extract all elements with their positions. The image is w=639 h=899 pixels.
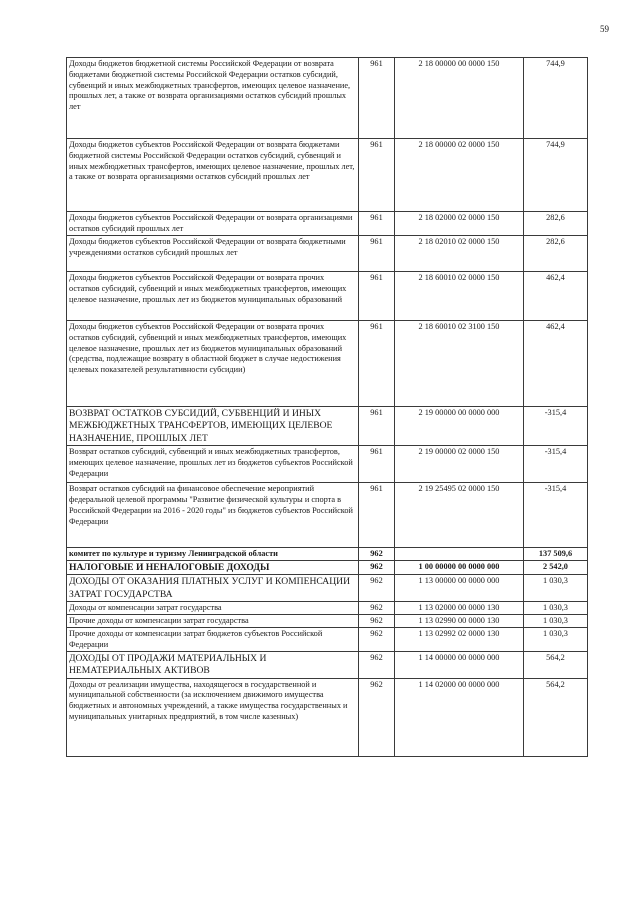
row-budget-code: 1 14 02000 00 0000 000	[395, 678, 524, 756]
row-name: Доходы от реализации имущества, находящегося в государственной и муниципальной собственности (за исключением движимого имущества бюджетных и автономных учреждений, а также имущества государственных и муниципальных унитарных предприятий, в том числе казенных)	[67, 678, 359, 756]
table-row	[67, 321, 588, 407]
row-budget-code: 2 18 00000 00 0000 150	[395, 58, 524, 139]
row-amount: 564,2	[524, 651, 588, 678]
row-budget-code: 2 18 60010 02 0000 150	[395, 272, 524, 321]
page-number: 59	[600, 24, 609, 34]
row-budget-code: 2 18 02000 02 0000 150	[395, 212, 524, 236]
row-name: Возврат остатков субсидий, субвенций и иных межбюджетных трансфертов, имеющих целевое назначение, прошлых лет из бюджетов субъектов Российской Федерации	[67, 446, 359, 483]
table-row	[67, 407, 588, 446]
row-name: Доходы бюджетов субъектов Российской Федерации от возврата прочих остатков субсидий, субвенций и иных межбюджетных трансфертов, имеющих целевое назначение, прошлых лет из бюджетов муниципальных образований	[67, 272, 359, 321]
row-budget-code: 2 19 00000 02 0000 150	[395, 446, 524, 483]
row-amount: 2 542,0	[524, 561, 588, 575]
row-admin-code: 961	[359, 236, 395, 272]
row-admin-code: 961	[359, 272, 395, 321]
row-budget-code: 1 13 00000 00 0000 000	[395, 575, 524, 602]
row-amount: 137 509,6	[524, 548, 588, 561]
row-amount: 282,6	[524, 212, 588, 236]
row-admin-code: 961	[359, 483, 395, 548]
table-row	[67, 236, 588, 272]
row-admin-code: 961	[359, 212, 395, 236]
row-admin-code: 962	[359, 678, 395, 756]
table-row	[67, 602, 588, 615]
row-admin-code: 961	[359, 407, 395, 446]
row-amount: 282,6	[524, 236, 588, 272]
table-row	[67, 483, 588, 548]
row-admin-code: 962	[359, 651, 395, 678]
row-name: ДОХОДЫ ОТ ПРОДАЖИ МАТЕРИАЛЬНЫХ И НЕМАТЕРИАЛЬНЫХ АКТИВОВ	[67, 651, 359, 678]
row-amount: 744,9	[524, 139, 588, 212]
row-name: НАЛОГОВЫЕ И НЕНАЛОГОВЫЕ ДОХОДЫ	[67, 561, 359, 575]
row-admin-code: 961	[359, 321, 395, 407]
row-amount: 744,9	[524, 58, 588, 139]
row-budget-code: 2 19 00000 00 0000 000	[395, 407, 524, 446]
row-budget-code: 1 13 02992 02 0000 130	[395, 627, 524, 651]
row-admin-code: 962	[359, 548, 395, 561]
row-name: Доходы бюджетов субъектов Российской Федерации от возврата бюджетными учреждениями остатков субсидий прошлых лет	[67, 236, 359, 272]
row-admin-code: 962	[359, 561, 395, 575]
row-name: ВОЗВРАТ ОСТАТКОВ СУБСИДИЙ, СУБВЕНЦИЙ И ИНЫХ МЕЖБЮДЖЕТНЫХ ТРАНСФЕРТОВ, ИМЕЮЩИХ ЦЕЛЕВОЕ НАЗНАЧЕНИЕ, ПРОШЛЫХ ЛЕТ	[67, 407, 359, 446]
row-name: Доходы бюджетов субъектов Российской Федерации от возврата организациями остатков субсидий прошлых лет	[67, 212, 359, 236]
row-amount: 1 030,3	[524, 575, 588, 602]
row-budget-code: 1 00 00000 00 0000 000	[395, 561, 524, 575]
row-amount: -315,4	[524, 483, 588, 548]
row-budget-code	[395, 548, 524, 561]
row-admin-code: 961	[359, 446, 395, 483]
table-row	[67, 627, 588, 651]
row-budget-code: 1 14 00000 00 0000 000	[395, 651, 524, 678]
row-budget-code: 1 13 02000 00 0000 130	[395, 602, 524, 615]
row-name: комитет по культуре и туризму Ленинградской области	[67, 548, 359, 561]
table-row	[67, 58, 588, 139]
table-row	[67, 212, 588, 236]
row-admin-code: 961	[359, 139, 395, 212]
row-amount: -315,4	[524, 446, 588, 483]
table-row	[67, 678, 588, 756]
row-admin-code: 961	[359, 58, 395, 139]
row-name: Доходы бюджетов субъектов Российской Федерации от возврата бюджетами бюджетной системы Российской Федерации остатков субсидий, субвенций и иных межбюджетных трансфертов, имеющих целевое назначение, прошлых лет, а также от возврата организациями остатков субсидий прошлых лет	[67, 139, 359, 212]
row-amount: 1 030,3	[524, 615, 588, 628]
table-row	[67, 575, 588, 602]
row-name: Прочие доходы от компенсации затрат бюджетов субъектов Российской Федерации	[67, 627, 359, 651]
row-amount: 462,4	[524, 272, 588, 321]
row-name: ДОХОДЫ ОТ ОКАЗАНИЯ ПЛАТНЫХ УСЛУГ И КОМПЕНСАЦИИ ЗАТРАТ ГОСУДАРСТВА	[67, 575, 359, 602]
row-amount: 462,4	[524, 321, 588, 407]
row-name: Доходы от компенсации затрат государства	[67, 602, 359, 615]
row-amount: 1 030,3	[524, 602, 588, 615]
table-row	[67, 272, 588, 321]
row-name: Доходы бюджетов бюджетной системы Российской Федерации от возврата бюджетами бюджетной системы Российской Федерации остатков субсидий, субвенций и иных межбюджетных трансфертов, имеющих целевое назначение, прошлых лет, а также от возврата организациями остатков субсидий прошлых лет	[67, 58, 359, 139]
row-admin-code: 962	[359, 602, 395, 615]
row-budget-code: 2 18 02010 02 0000 150	[395, 236, 524, 272]
row-budget-code: 2 18 00000 02 0000 150	[395, 139, 524, 212]
table-row	[67, 548, 588, 561]
table-row	[67, 615, 588, 628]
table-body	[67, 58, 588, 757]
row-budget-code: 2 19 25495 02 0000 150	[395, 483, 524, 548]
table-row	[67, 446, 588, 483]
row-admin-code: 962	[359, 575, 395, 602]
row-amount: 564,2	[524, 678, 588, 756]
row-budget-code: 2 18 60010 02 3100 150	[395, 321, 524, 407]
table-row	[67, 561, 588, 575]
row-name: Прочие доходы от компенсации затрат государства	[67, 615, 359, 628]
row-admin-code: 962	[359, 627, 395, 651]
budget-revenue-table	[66, 57, 588, 757]
row-name: Доходы бюджетов субъектов Российской Федерации от возврата прочих остатков субсидий, субвенций и иных межбюджетных трансфертов, имеющих целевое назначение, прошлых лет из бюджетов муниципальных образований (средства, подлежащие возврату в областной бюджет в случае недостижения целевых показателей результативности субсидии)	[67, 321, 359, 407]
table-row	[67, 651, 588, 678]
row-amount: -315,4	[524, 407, 588, 446]
row-name: Возврат остатков субсидий на финансовое обеспечение мероприятий федеральной целевой программы "Развитие физической культуры и спорта в Российской Федерации на 2016 - 2020 годы" из бюджетов субъектов Российской Федерации	[67, 483, 359, 548]
row-budget-code: 1 13 02990 00 0000 130	[395, 615, 524, 628]
table-row	[67, 139, 588, 212]
row-admin-code: 962	[359, 615, 395, 628]
row-amount: 1 030,3	[524, 627, 588, 651]
